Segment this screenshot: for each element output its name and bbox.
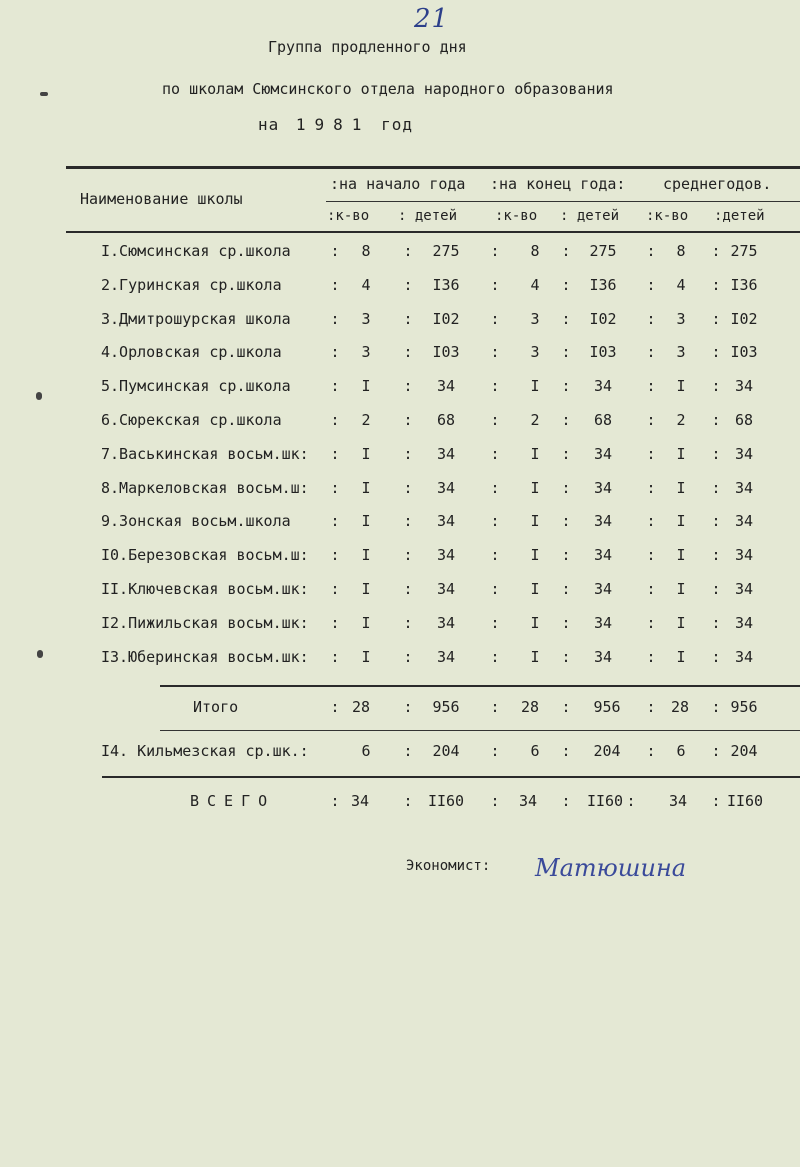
column-separator: :: [711, 242, 721, 260]
row14-v3: 6: [530, 742, 540, 760]
table-row: [0, 445, 800, 475]
column-separator: :: [711, 276, 721, 294]
column-separator: :: [561, 479, 571, 497]
column-separator: :: [403, 546, 413, 564]
cell-value: 34: [593, 580, 613, 598]
cell-value: I: [676, 648, 686, 666]
itogo-v6: 956: [730, 698, 758, 716]
table-row: [0, 242, 800, 272]
document-subtitle: по школам Сюмсинского отдела народного образования: [162, 80, 614, 98]
column-separator: :: [403, 242, 413, 260]
column-separator: :: [561, 445, 571, 463]
column-separator: :: [403, 310, 413, 328]
cell-value: 34: [734, 648, 754, 666]
margin-mark: [36, 392, 42, 400]
column-separator: :: [490, 546, 500, 564]
row14-v6: 204: [730, 742, 758, 760]
column-separator: :: [646, 411, 656, 429]
cell-value: 275: [730, 242, 758, 260]
cell-value: I: [361, 614, 371, 632]
column-separator: :: [330, 445, 340, 463]
cell-value: 34: [436, 445, 456, 463]
cell-value: 4: [530, 276, 540, 294]
economist-label: Экономист:: [406, 858, 491, 874]
row14-v5: 6: [676, 742, 686, 760]
column-separator: :: [403, 276, 413, 294]
cell-value: I: [361, 445, 371, 463]
column-separator: :: [646, 242, 656, 260]
header-sub-rule: [326, 201, 800, 202]
column-separator: :: [403, 580, 413, 598]
column-separator: :: [711, 512, 721, 530]
cell-value: I: [530, 479, 540, 497]
column-separator: :: [561, 343, 571, 361]
cell-value: 68: [734, 411, 754, 429]
subtotal-top-rule: [160, 685, 800, 687]
cell-value: I: [530, 580, 540, 598]
table-row: [0, 512, 800, 542]
column-separator: :: [646, 546, 656, 564]
table-row-itogo: Итого : 28 : 956 : 28 : 956 : 28 : 956: [0, 698, 800, 728]
column-separator: :: [490, 479, 500, 497]
cell-value: 34: [593, 512, 613, 530]
header-school-name: Наименование школы: [80, 190, 243, 208]
column-separator: :: [711, 343, 721, 361]
table-row: [0, 614, 800, 644]
column-separator: :: [330, 546, 340, 564]
table-row-14: I4. Кильмезская ср.шк.: 6 : 204 : 6 : 204 : 6 : 204: [0, 742, 800, 772]
cell-value: I02: [589, 310, 617, 328]
header-start-of-year: :на начало года: [330, 175, 466, 193]
table-row: [0, 377, 800, 407]
cell-value: 2: [530, 411, 540, 429]
column-separator: :: [646, 343, 656, 361]
year-prefix: на: [258, 115, 280, 134]
header-sub-1: :к-во: [327, 208, 370, 224]
cell-value: I: [361, 648, 371, 666]
cell-value: 4: [361, 276, 371, 294]
column-separator: :: [561, 580, 571, 598]
cell-value: I: [530, 648, 540, 666]
cell-value: I02: [432, 310, 460, 328]
table-row-vsego: ВСЕГО : 34 : II60 : 34 : II60 : 34 : II60: [0, 792, 800, 822]
cell-value: 3: [361, 343, 371, 361]
column-separator: :: [711, 546, 721, 564]
column-separator: :: [403, 614, 413, 632]
column-separator: :: [330, 648, 340, 666]
cell-value: 3: [676, 310, 686, 328]
cell-value: 34: [593, 445, 613, 463]
year-value: 1981: [295, 115, 371, 134]
column-separator: :: [711, 479, 721, 497]
handwritten-signature: Матюшина: [535, 854, 687, 882]
cell-value: 34: [593, 479, 613, 497]
column-separator: :: [561, 310, 571, 328]
cell-value: 3: [361, 310, 371, 328]
school-name: I2.Пижильская восьм.шк:: [101, 614, 309, 632]
cell-value: I36: [589, 276, 617, 294]
column-separator: :: [561, 512, 571, 530]
cell-value: 34: [436, 512, 456, 530]
cell-value: I: [361, 377, 371, 395]
margin-mark: [40, 92, 48, 96]
cell-value: 34: [593, 614, 613, 632]
school-name: 5.Пумсинская ср.школа: [101, 377, 291, 395]
column-separator: :: [711, 411, 721, 429]
cell-value: 8: [361, 242, 371, 260]
column-separator: :: [561, 377, 571, 395]
cell-value: 34: [436, 377, 456, 395]
column-separator: :: [711, 377, 721, 395]
column-separator: :: [330, 343, 340, 361]
column-separator: :: [490, 310, 500, 328]
cell-value: 34: [734, 546, 754, 564]
cell-value: 34: [436, 580, 456, 598]
vsego-v4: II60: [586, 792, 624, 810]
vsego-v3: 34: [518, 792, 538, 810]
school-name: 3.Дмитрошурская школа: [101, 310, 291, 328]
cell-value: 34: [436, 479, 456, 497]
column-separator: :: [330, 310, 340, 328]
header-sub-4: : детей: [560, 208, 620, 224]
column-separator: :: [403, 648, 413, 666]
cell-value: I: [361, 512, 371, 530]
column-separator: :: [330, 276, 340, 294]
column-separator: :: [561, 546, 571, 564]
column-separator: :: [711, 310, 721, 328]
column-separator: :: [646, 580, 656, 598]
cell-value: 34: [734, 580, 754, 598]
cell-value: 34: [436, 546, 456, 564]
column-separator: :: [646, 377, 656, 395]
vsego-v2: II60: [427, 792, 465, 810]
column-separator: :: [711, 445, 721, 463]
header-sub-3: :к-во: [495, 208, 538, 224]
total-top-rule: [102, 776, 800, 778]
cell-value: 34: [734, 377, 754, 395]
header-end-of-year: :на конец года:: [490, 175, 626, 193]
document-year-line: [258, 115, 413, 134]
table-row: [0, 648, 800, 678]
cell-value: I: [530, 445, 540, 463]
itogo-label: Итого: [193, 698, 239, 716]
cell-value: I03: [589, 343, 617, 361]
column-separator: :: [646, 479, 656, 497]
cell-value: 34: [734, 614, 754, 632]
cell-value: I36: [730, 276, 758, 294]
vsego-v6: II60: [726, 792, 764, 810]
school-name: 4.Орловская ср.школа: [101, 343, 282, 361]
itogo-v2: 956: [432, 698, 460, 716]
column-separator: :: [561, 242, 571, 260]
school-name: 7.Васькинская восьм.шк:: [101, 445, 309, 463]
column-separator: :: [646, 276, 656, 294]
cell-value: I: [361, 546, 371, 564]
header-bottom-rule: [66, 231, 800, 233]
cell-value: I: [676, 580, 686, 598]
column-separator: :: [330, 411, 340, 429]
cell-value: I36: [432, 276, 460, 294]
cell-value: 34: [734, 512, 754, 530]
cell-value: 3: [530, 343, 540, 361]
column-separator: :: [330, 614, 340, 632]
cell-value: I02: [730, 310, 758, 328]
cell-value: 68: [436, 411, 456, 429]
column-separator: :: [561, 276, 571, 294]
header-sub-2: : детей: [398, 208, 458, 224]
table-row: [0, 276, 800, 306]
cell-value: 8: [530, 242, 540, 260]
school-name: 6.Сюрекская ср.школа: [101, 411, 282, 429]
table-row: [0, 343, 800, 373]
cell-value: I: [530, 512, 540, 530]
table-row: [0, 310, 800, 340]
cell-value: 275: [589, 242, 617, 260]
column-separator: :: [646, 512, 656, 530]
school-name: 9.Зонская восьм.школа: [101, 512, 291, 530]
column-separator: :: [646, 614, 656, 632]
cell-value: 8: [676, 242, 686, 260]
column-separator: :: [490, 276, 500, 294]
year-suffix: год: [381, 115, 413, 134]
column-separator: :: [711, 614, 721, 632]
header-sub-6: :детей: [714, 208, 765, 224]
column-separator: :: [490, 377, 500, 395]
table-row: [0, 580, 800, 610]
cell-value: 34: [734, 479, 754, 497]
column-separator: :: [646, 445, 656, 463]
column-separator: :: [561, 411, 571, 429]
cell-value: 34: [436, 614, 456, 632]
column-separator: :: [490, 648, 500, 666]
cell-value: I03: [432, 343, 460, 361]
document-title: Группа продленного дня: [268, 38, 467, 56]
table-row: [0, 411, 800, 441]
column-separator: :: [490, 512, 500, 530]
cell-value: 275: [432, 242, 460, 260]
cell-value: I: [361, 580, 371, 598]
column-separator: :: [403, 377, 413, 395]
column-separator: :: [490, 411, 500, 429]
column-separator: :: [561, 648, 571, 666]
cell-value: 34: [436, 648, 456, 666]
row14-label: I4. Кильмезская ср.шк.:: [101, 742, 309, 760]
margin-mark: [37, 650, 43, 658]
row14-v2: 204: [432, 742, 460, 760]
cell-value: 2: [361, 411, 371, 429]
cell-value: 34: [734, 445, 754, 463]
cell-value: 68: [593, 411, 613, 429]
subtotal-bottom-rule: [160, 730, 800, 731]
cell-value: 34: [593, 648, 613, 666]
row14-v1: 6: [361, 742, 371, 760]
cell-value: 34: [593, 377, 613, 395]
column-separator: :: [490, 580, 500, 598]
column-separator: :: [403, 512, 413, 530]
itogo-v1: 28: [351, 698, 371, 716]
cell-value: I: [676, 445, 686, 463]
cell-value: 4: [676, 276, 686, 294]
column-separator: :: [711, 580, 721, 598]
column-separator: :: [403, 479, 413, 497]
itogo-v5: 28: [670, 698, 690, 716]
table-top-rule: [66, 166, 800, 169]
column-separator: :: [490, 242, 500, 260]
column-separator: :: [490, 614, 500, 632]
column-separator: :: [403, 411, 413, 429]
cell-value: I: [530, 614, 540, 632]
column-separator: :: [561, 614, 571, 632]
cell-value: 2: [676, 411, 686, 429]
vsego-v5: 34: [668, 792, 688, 810]
vsego-label: ВСЕГО: [190, 792, 276, 810]
cell-value: 34: [593, 546, 613, 564]
school-name: 2.Гуринская ср.школа: [101, 276, 282, 294]
column-separator: :: [330, 377, 340, 395]
column-separator: :: [330, 512, 340, 530]
cell-value: I: [676, 512, 686, 530]
column-separator: :: [403, 445, 413, 463]
cell-value: I: [676, 614, 686, 632]
itogo-v4: 956: [593, 698, 621, 716]
column-separator: :: [646, 648, 656, 666]
table-row: [0, 546, 800, 576]
cell-value: I03: [730, 343, 758, 361]
column-separator: :: [403, 343, 413, 361]
column-separator: :: [330, 242, 340, 260]
school-name: I3.Юберинская восьм.шк:: [101, 648, 309, 666]
column-separator: :: [490, 445, 500, 463]
header-sub-5: :к-во: [646, 208, 689, 224]
header-average: среднегодов.: [663, 175, 772, 193]
vsego-v1: 34: [350, 792, 370, 810]
cell-value: I: [361, 479, 371, 497]
column-separator: :: [490, 343, 500, 361]
cell-value: I: [676, 377, 686, 395]
cell-value: I: [676, 479, 686, 497]
column-separator: :: [646, 310, 656, 328]
cell-value: 3: [530, 310, 540, 328]
cell-value: I: [530, 377, 540, 395]
cell-value: I: [676, 546, 686, 564]
table-row: [0, 479, 800, 509]
school-name: II.Ключевская восьм.шк:: [101, 580, 309, 598]
school-name: I0.Березовская восьм.ш:: [101, 546, 309, 564]
column-separator: :: [711, 648, 721, 666]
school-name: I.Сюмсинская ср.школа: [101, 242, 291, 260]
cell-value: 3: [676, 343, 686, 361]
column-separator: :: [330, 479, 340, 497]
row14-v4: 204: [593, 742, 621, 760]
itogo-v3: 28: [520, 698, 540, 716]
cell-value: I: [530, 546, 540, 564]
column-separator: :: [330, 580, 340, 598]
handwritten-page-number: 21: [414, 4, 450, 34]
school-name: 8.Маркеловская восьм.ш:: [101, 479, 309, 497]
